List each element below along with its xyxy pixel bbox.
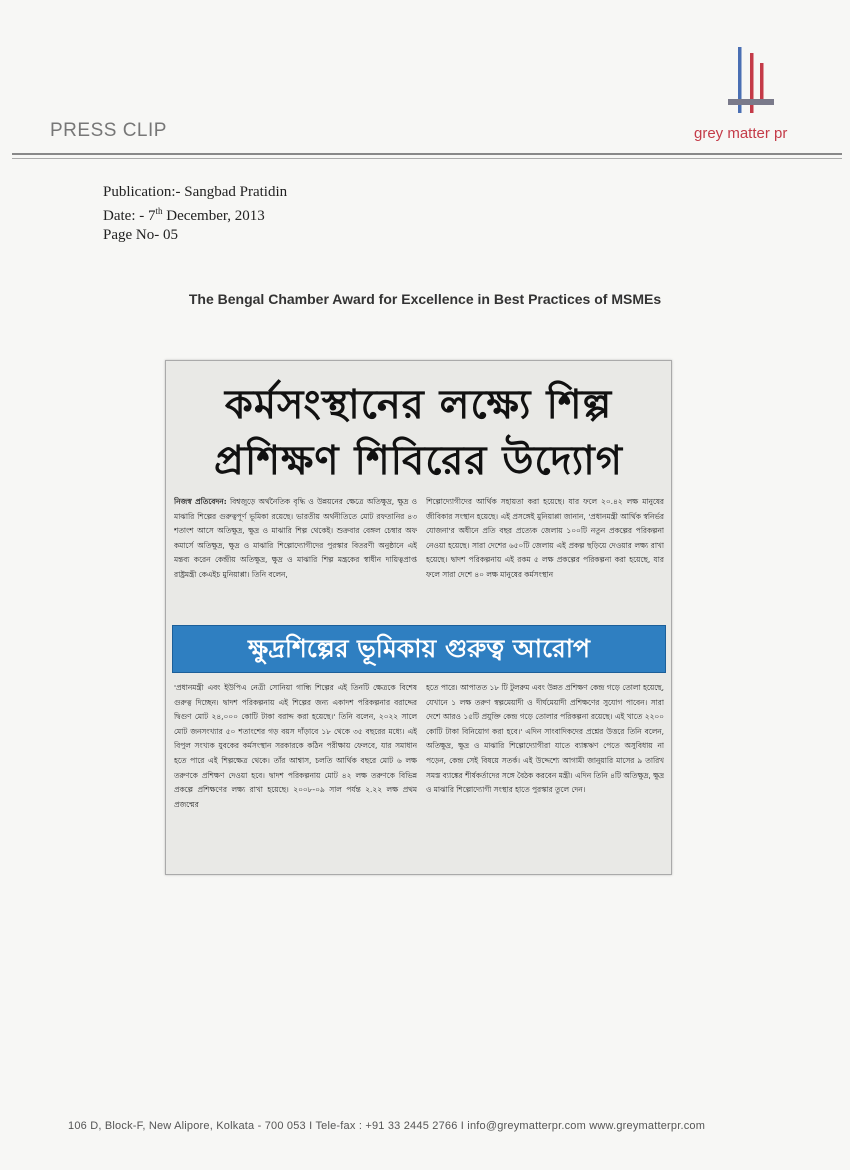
article-column-2 xyxy=(426,495,664,615)
press-clip-label: PRESS CLIP xyxy=(50,120,167,141)
column-2-text: শিল্পোদ্যোগীদের আর্থিক সহায়তা করা হয়েছে। যার ফলে ২০.৪২ লক্ষ মানুষের জীবিকার সংস্থান হয়েছে। এই প্রসঙ্গেই মুনিয়াপ্পা জানান, 'প্রধানমন্ত্রী আর্থিক স্বনির্ভর যোজনা'র অধীনে প্রতি বছর প্রত্যেক জেলায় ১০০টি নতুন প্রকল্পের পরিকল্পনা নেওয়া হয়েছে। সারা দেশের ৬৫০টি জেলায় এই প্রকল্প ছড়িয়ে দেওয়ার লক্ষ্য রাখা হয়েছে। দ্বাদশ পরিকল্পনায় এই রকম ৫ লক্ষ প্রকল্পের পরিকল্পনা করা হয়েছে, যার ফলে সারা দেশে ৪০ লক্ষ মানুষের কর্মসংস্থান xyxy=(426,497,664,579)
newspaper-clipping xyxy=(165,360,672,875)
header-divider-thin xyxy=(12,158,842,159)
subheading-banner: ক্ষুদ্রশিল্পের ভূমিকায় গুরুত্ব আরোপ xyxy=(172,625,666,673)
date-suffix: December, 2013 xyxy=(162,208,265,224)
publication-line: Publication:- Sangbad Pratidin xyxy=(103,184,288,200)
date-sup: th xyxy=(155,206,163,216)
page-title: The Bengal Chamber Award for Excellence in Best Practices of MSMEs xyxy=(188,291,662,307)
date-prefix: Date: - 7 xyxy=(103,208,156,224)
logo-text: grey matter pr xyxy=(694,125,788,142)
publication-meta xyxy=(103,183,287,245)
column-4-text: হতে পারে। আপাতত ১৮ টি টুলরুম এবং উন্নত প্রশিক্ষণ কেন্দ্র গড়ে তোলা হয়েছে, যেখানে ১ লক্ষ তরুণ স্বল্পমেয়াদী ও দীর্ঘমেয়াদী প্রশিক্ষণের সুযোগ পাবেন। সারা দেশে আরও ১৫টি প্রযুক্তি কেন্দ্র গড়ে তোলার পরিকল্পনা রয়েছে। এই খাতে ২২০০ কোটি টাকা বিনিয়োগ করা হবে।' এদিন সাংবাদিকদের প্রশ্নের উত্তরে তিনি বলেন, অতিক্ষুদ্র, ক্ষুদ্র ও মাঝারি শিল্পোদ্যোগীরা যাতে ব্যাঙ্কঋণ পেতে অসুবিধায় না পড়েন, কেন্দ্র সেই বিষয়ে সতর্ক। এই উদ্দেশ্যে আগামী জানুয়ারি মাসের ৯ তারিখ সমস্ত ব্যাঙ্কের শীর্ষকর্তাদের সঙ্গে বৈঠক করবেন মন্ত্রী। এদিন তিনি ৪টি অতিক্ষুদ্র, ক্ষুদ্র ও মাঝারি শিল্পোদ্যোগী সংস্থার হাতে পুরস্কার তুলে দেন। xyxy=(426,683,664,795)
article-column-3 xyxy=(174,681,417,867)
column-1-text: বিশ্বজুড়ে অর্থনৈতিক বৃদ্ধি ও উন্নয়নের ক্ষেত্রে অতিক্ষুদ্র, ক্ষুদ্র ও মাঝারি শিল্পের গুরুত্বপূর্ণ ভূমিকা রয়েছে। ভারতীয় অর্থনীতিতে মোট রফতানির ৪৩ শতাংশ আসে অতিক্ষুদ্র, ক্ষুদ্র ও মাঝারি শিল্প থেকেই। শুক্রবার বেঙ্গল চেম্বার অফ কমার্সে অতিক্ষুদ্র, ক্ষুদ্র ও মাঝারি শিল্পোদ্যোগীদের পুরস্কার বিতরণী অনুষ্ঠানে এই মন্তব্য করেন কেন্দ্রীয় অতিক্ষুদ্র, ক্ষুদ্র ও মাঝারি শিল্প মন্ত্রকের স্বাধীন দায়িত্বপ্রাপ্ত রাষ্ট্রমন্ত্রী কেএইচ মুনিয়াপ্পা। তিনি বলেন, xyxy=(174,497,417,579)
header-divider xyxy=(12,153,842,155)
clip-title-line-2: প্রশিক্ষণ শিবিরের উদ্যোগ xyxy=(214,438,623,484)
article-column-1 xyxy=(174,495,417,615)
column-3-text: 'প্রধানমন্ত্রী এবং ইউপিএ নেত্রী সোনিয়া গান্ধি শিল্পের এই তিনটি ক্ষেত্রকে বিশেষ গুরুত্ব দিচ্ছেন। দ্বাদশ পরিকল্পনায় এই শিল্পের জন্য একাদশ পরিকল্পনার বরাদ্দের দ্বিগুণ মোট ২৪,০০০ কোটি টাকা বরাদ্দ করা হয়েছে।' তিনি বলেন, ২০২২ সালে মোট জনসংখ্যার ৫০ শতাংশের গড় বয়স দাঁড়াবে ১৮ থেকে ৩৫ বছরের মধ্যে। এই বিপুল সংখ্যক যুবকের কর্মসংস্থান সরকারকে কঠিন পরীক্ষায় ফেলবে, যার সমাধান হতে পারে এই শিল্পক্ষেত্র থেকে। তাঁর আশ্বাস, চলতি আর্থিক বছরে মোট ৬ লক্ষ তরুণকে প্রশিক্ষণ দেওয়া হবে। দ্বাদশ পরিকল্পনায় মোট ৪২ লক্ষ তরুণকে বিভিন্ন প্রকল্পে প্রশিক্ষণের লক্ষ্য রাখা হয়েছে। ২০০৮-০৯ সাল পর্যন্ত ২.২২ লক্ষ প্রথম প্রজন্মের xyxy=(174,683,417,809)
page-line: Page No- 05 xyxy=(103,227,178,243)
article-column-4 xyxy=(426,681,664,867)
grey-matter-logo-icon xyxy=(726,45,776,113)
byline: নিজস্ব প্রতিবেদন: xyxy=(174,497,227,506)
clip-title-line-1: কর্মসংস্থানের লক্ষ্যে শিল্প xyxy=(224,382,613,428)
date-line xyxy=(103,202,287,226)
footer-address: 106 D, Block-F, New Alipore, Kolkata - 700 053 I Tele-fax : +91 33 2445 2766 I info@greymatterpr.com www.greymatterpr.com xyxy=(68,1120,706,1132)
